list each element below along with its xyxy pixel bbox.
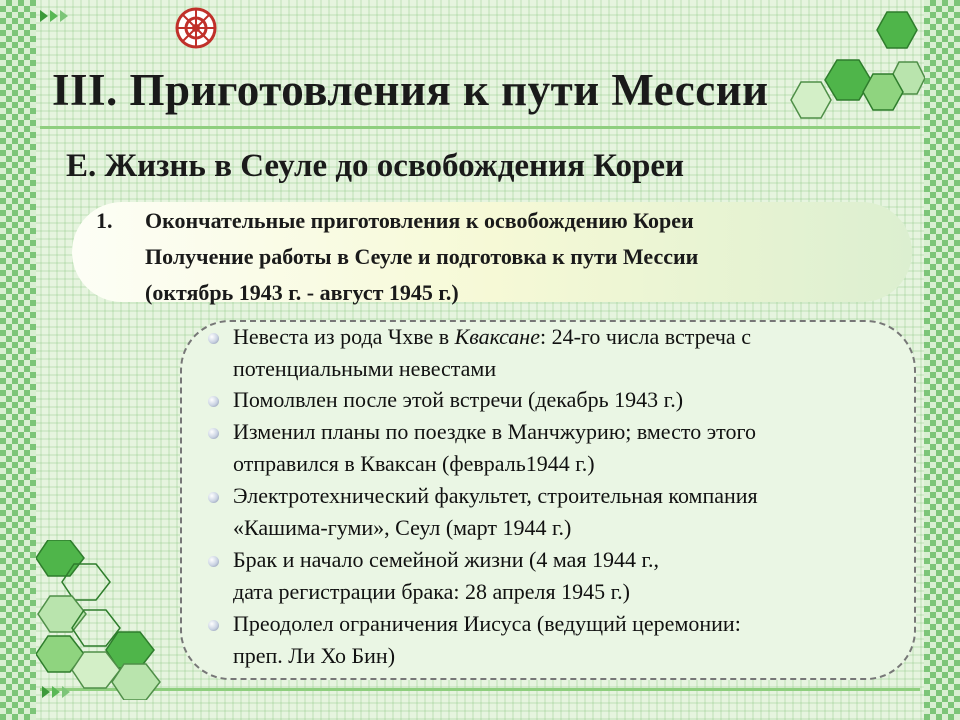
slide-title: III. Приготовления к пути Мессии (52, 65, 769, 115)
list-item-line: дата регистрации брака: 28 апреля 1945 г.) (233, 579, 630, 604)
sphere-bullet-icon (208, 333, 219, 344)
emblem-logo-icon (174, 6, 218, 50)
slide-subtitle: Е. Жизнь в Сеуле до освобождения Кореи (66, 148, 684, 184)
list-item-line: потенциальными невестами (233, 356, 497, 381)
section-heading-line: Окончательные приготовления к освобождению Кореи (145, 208, 694, 233)
list-item-line: Преодолел ограничения Иисуса (ведущий церемонии: (233, 611, 741, 636)
hexagon-cluster-bottom-icon (36, 540, 166, 700)
left-checker-border (0, 0, 36, 720)
sphere-bullet-icon (208, 428, 219, 439)
hexagon-cluster-top-icon (785, 0, 925, 132)
sphere-bullet-icon (208, 492, 219, 503)
list-item-line: преп. Ли Хо Бин) (233, 643, 396, 668)
arrow-marks-icon (40, 8, 80, 24)
list-item-line: Электротехнический факультет, строительная компания (233, 483, 758, 508)
list-item-line: Изменил планы по поездке в Манчжурию; вместо этого (233, 419, 756, 444)
list-item-line: «Кашима-гуми», Сеул (март 1944 г.) (233, 515, 572, 540)
list-item-line: отправился в Кваксан (февраль1944 г.) (233, 451, 595, 476)
list-item-line: Невеста из рода Чхве в Кваксане: 24-го числа встреча с (233, 324, 751, 349)
bottom-divider (40, 688, 920, 691)
sphere-bullet-icon (208, 396, 219, 407)
section-number: 1. (96, 208, 113, 233)
sphere-bullet-icon (208, 556, 219, 567)
section-heading-line: Получение работы в Сеуле и подготовка к пути Мессии (145, 244, 699, 269)
right-checker-border (924, 0, 960, 720)
section-heading-line: (октябрь 1943 г. - август 1945 г.) (145, 280, 459, 305)
list-item-line: Брак и начало семейной жизни (4 мая 1944 г., (233, 547, 660, 572)
sphere-bullet-icon (208, 620, 219, 631)
place-name: Кваксане (454, 324, 540, 349)
list-item-line: Помолвлен после этой встречи (декабрь 1943 г.) (233, 387, 684, 412)
